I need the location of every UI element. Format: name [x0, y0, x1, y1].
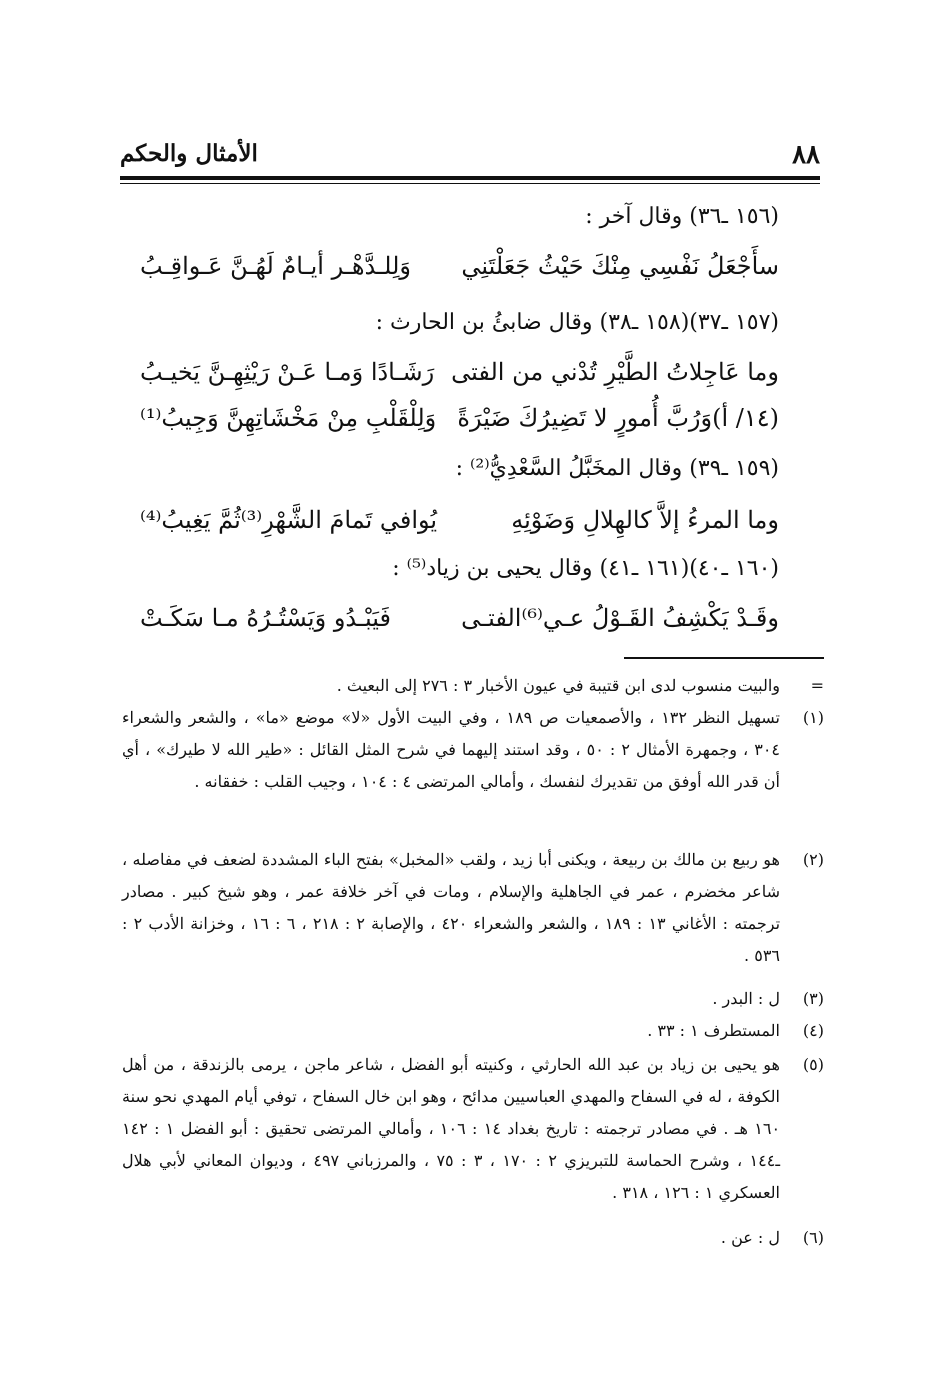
footnote-1 — [122, 702, 824, 798]
verse-2-first-hemistich: وما عَاجِلاتُ الطَّيْرِ تُدْني من الفتى — [451, 358, 779, 386]
footnote-4 — [122, 1015, 824, 1047]
footnote-text: ل : البدر . — [712, 989, 780, 1008]
verse-1-second-hemistich: وَلِلـدَّهْـر أيـامٌ لَهُـنَّ عَـواقِـبُ — [140, 252, 412, 280]
header-rule-thick — [120, 176, 820, 180]
footnote-6 — [122, 1222, 824, 1254]
entry-heading-157: (١٥٧ ـ٣٧)(١٥٨ ـ٣٨) وقال ضابئُ بن الحارث : — [375, 310, 779, 335]
footnote-marker: = — [810, 676, 824, 695]
verse-1-first-hemistich: سأَجْعَلُ نَفْسِي مِنْكَ حَيْثُ جَعَلْتَنِي — [461, 252, 779, 280]
footnote-text: هو ربيع بن مالك بن ربيعة ، ويكنى أبا زيد ، ولقب «المخبل» بفتح الباء المشددة لضعف في مفاصله ، شاعر مخضرم ، عمر في الجاهلية والإسلام ، ومات في آخر خلافة عمر ، وهو شيخ كبير . مصادر ترجمته : الأغاني ١٣ : ١٨٩ ، والشعر والشعراء ٤٢٠ ، والإصابة ٢ : ٢١٨ ، ٦ : ١٦ ، وخزانة الأدب ٢ : ٥٣٦ . — [122, 850, 781, 965]
header-rule-thin — [120, 183, 820, 184]
page-number: ٨٨ — [792, 140, 820, 170]
footnote-3 — [122, 983, 824, 1015]
footnote-marker: (٣) — [802, 989, 824, 1008]
footnote-text: تسهيل النظر ١٣٢ ، والأصمعيات ص ١٨٩ ، وفي البيت الأول «لا» موضع «ما» ، والشعر والشعراء ٣٠٤ ، وجمهرة الأمثال ٢ : ٥٠ ، وقد استند إليهما في شرح المثل القائل : «طير الله لا طيرك» ، أي أن قدر الله أوفق من تقديرك لنفسك ، وأمالي المرتضى ٤ : ١٠٤ ، وجيب القلب : خفقانه . — [122, 708, 781, 791]
running-header — [120, 140, 820, 176]
verse-5-second-hemistich: فَيَبْـدُو وَيَسْتُـرُهُ مـا سَكَـتْ — [140, 604, 391, 632]
verse-2-second-hemistich: رَشَـادًا وَمـا عَـنْ رَيْثِهِـنَّ يَخيـبُ — [140, 358, 435, 386]
footnote-text: والبيت منسوب لدى ابن قتيبة في عيون الأخبار ٣ : ٢٧٦ إلى البعيث . — [336, 676, 780, 695]
footnote-marker: (١) — [802, 708, 824, 727]
footnote-text: هو يحيى بن زياد بن عبد الله الحارثي ، وكنيته أبو الفضل ، شاعر ماجن ، يرمى بالزندقة ، من أهل الكوفة ، له في السفاح والمهدي العباسيين مدائح ، وهو ابن خال السفاح ، توفي أيام المهدي نحو سنة ١٦٠ هـ . في مصادر ترجمته : تاريخ بغداد ١٤ : ١٠٦ ، وأمالي المرتضى تحقيق : أبو الفضل ١ : ١٤٢ ـ١٤٤ ، وشرح الحماسة للتبريزي ٢ : ١٧٠ ، ٣ : ٧٥ ، والمرزباني ٤٩٧ ، وديوان المعاني لأبي هلال العسكري ١ : ١٢٦ ، ٣١٨ . — [122, 1055, 781, 1202]
footnote-text: ل : عن . — [720, 1228, 780, 1247]
entry-heading-160: (١٦٠ ـ٤٠)(١٦١ ـ٤١) وقال يحيى بن زياد⁽⁵⁾ : — [392, 556, 779, 581]
footnote-separator — [624, 657, 824, 659]
footnote-marker: (٥) — [802, 1055, 824, 1074]
footnote-5 — [122, 1049, 824, 1209]
footnote-marker: (٦) — [802, 1228, 824, 1247]
footnote-text: المستطرف ١ : ٣٣ . — [647, 1021, 780, 1040]
verse-3-second-hemistich: وَلِلْقَلْبِ مِنْ مَخْشَاتِهِنَّ وَجِيبُ⁽¹⁾ — [140, 404, 437, 432]
entry-heading-156: (١٥٦ ـ٣٦) وقال آخر : — [585, 204, 779, 229]
footnote-continuation — [122, 670, 824, 702]
verse-4-second-hemistich: يُوافي تَمامَ الشَّهْرِ⁽³⁾ثُمَّ يَغِيبُ⁽⁴⁾ — [140, 506, 438, 534]
footnote-2 — [122, 844, 824, 972]
verse-4-first-hemistich: وما المرءُ إلاَّ كالهِلالِ وَضَوْئِهِ — [511, 506, 779, 534]
verse-5-first-hemistich: وقَـدْ يَكْشِفُ القَـوْلُ عـي⁽⁶⁾الفتـى — [461, 604, 779, 632]
footnote-marker: (٤) — [802, 1021, 824, 1040]
running-title: الأمثال والحكم — [120, 140, 258, 167]
verse-3-first-hemistich: (١٤/ أ)وَرُبَّ أُمورٍ لا تَضِيرُكَ ضَيْرَةً — [457, 404, 779, 432]
entry-heading-159: (١٥٩ ـ٣٩) وقال المخَبَّلُ السَّعْدِيُّ⁽²⁾ : — [455, 456, 779, 481]
footnote-marker: (٢) — [802, 850, 824, 869]
